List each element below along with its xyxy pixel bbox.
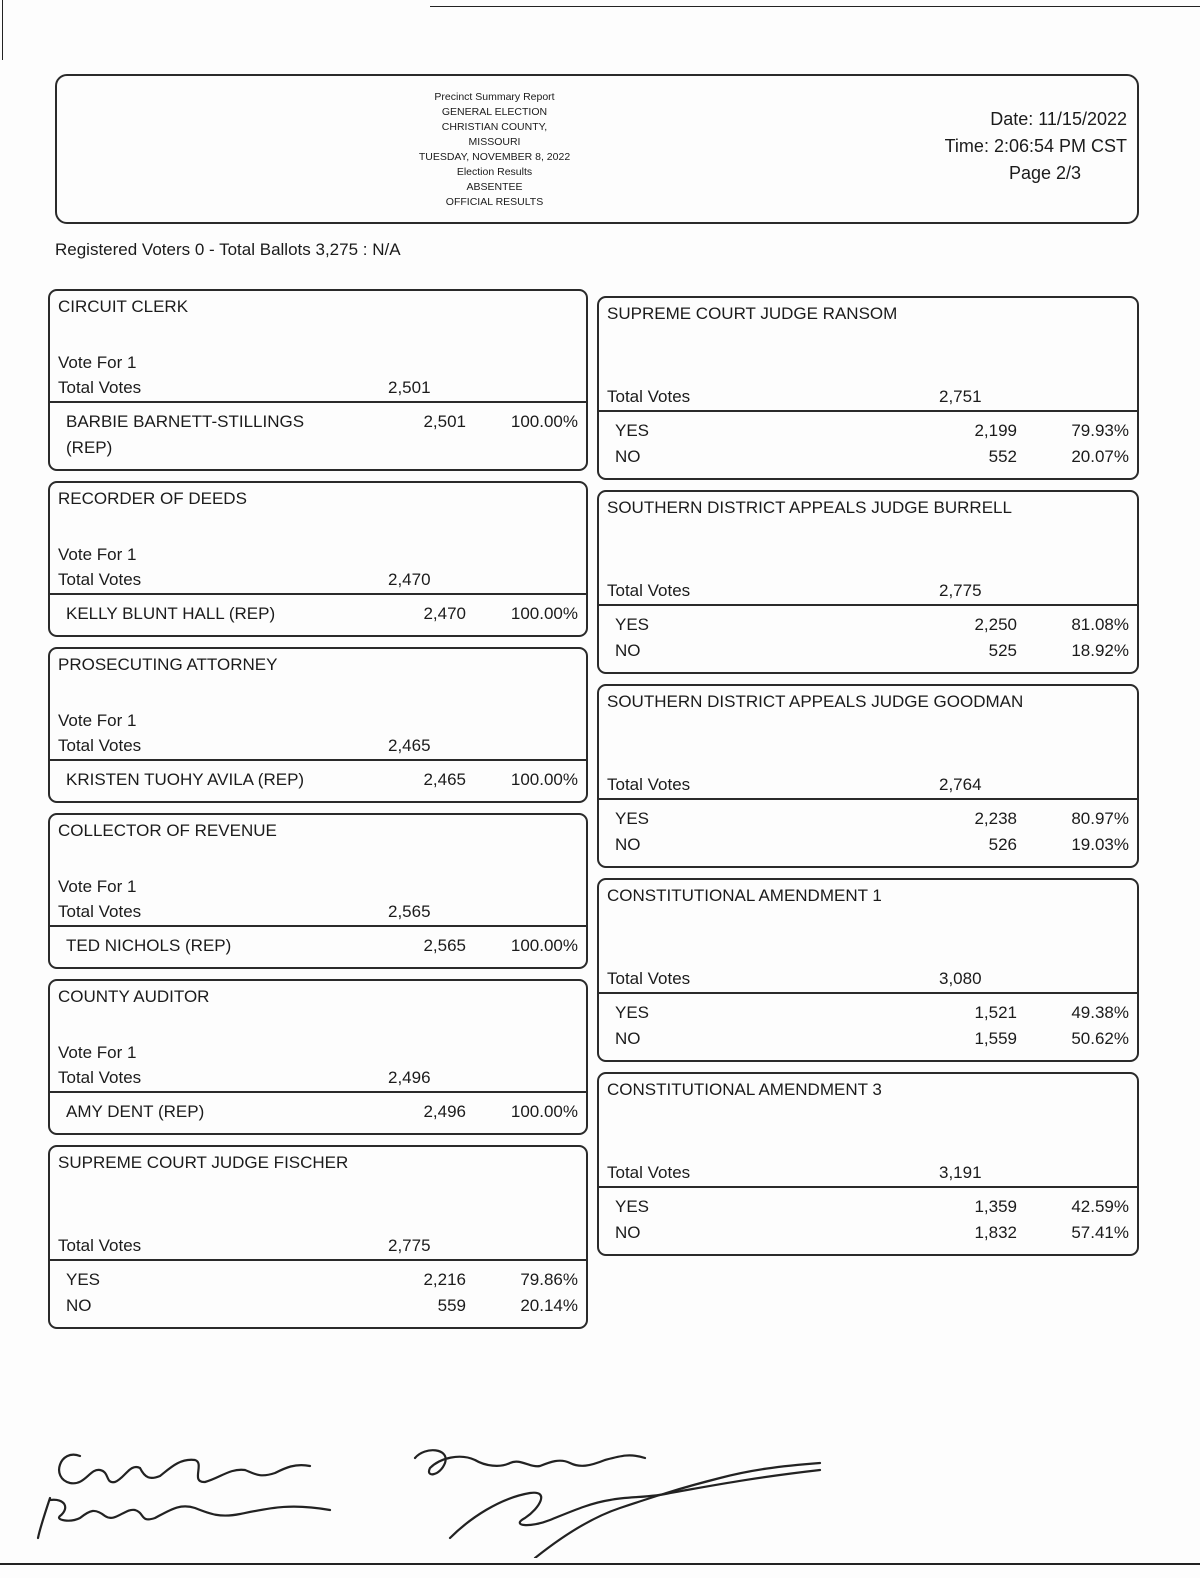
candidate-percent: 100.00% xyxy=(510,936,578,955)
race-title: CONSTITUTIONAL AMENDMENT 3 xyxy=(607,1080,882,1099)
race-title: SUPREME COURT JUDGE FISCHER xyxy=(58,1153,349,1172)
yes-percent: 49.38% xyxy=(1071,1003,1129,1022)
candidate-name: TED NICHOLS (REP) xyxy=(66,936,232,955)
candidate-percent: 100.00% xyxy=(510,412,578,431)
no-votes: 1,832 xyxy=(974,1223,1017,1242)
total-votes-label: Total Votes xyxy=(58,1068,142,1087)
total-votes-value: 2,501 xyxy=(388,378,431,397)
total-votes-row xyxy=(599,1160,1137,1188)
no-row xyxy=(607,1220,1129,1246)
total-votes-label: Total Votes xyxy=(607,387,691,406)
total-votes-value: 2,470 xyxy=(388,570,431,589)
vote-for-label: Vote For 1 xyxy=(58,353,137,372)
yes-label: YES xyxy=(615,421,650,440)
report-line: OFFICIAL RESULTS xyxy=(445,196,544,208)
race-box xyxy=(48,289,588,471)
yes-percent: 79.86% xyxy=(520,1270,578,1289)
yes-percent: 81.08% xyxy=(1071,615,1129,634)
yes-percent: 80.97% xyxy=(1071,809,1129,828)
total-votes-label: Total Votes xyxy=(607,969,691,988)
report-header xyxy=(55,74,1139,224)
no-percent: 19.03% xyxy=(1071,835,1129,854)
race-title: SOUTHERN DISTRICT APPEALS JUDGE BURRELL xyxy=(607,498,1012,517)
report-line: Election Results xyxy=(456,166,533,178)
race-title: CIRCUIT CLERK xyxy=(58,297,189,316)
candidate-row xyxy=(58,933,578,959)
no-percent: 18.92% xyxy=(1071,641,1129,660)
yes-row xyxy=(607,612,1129,638)
no-votes: 552 xyxy=(988,447,1017,466)
race-title: COUNTY AUDITOR xyxy=(58,987,210,1006)
yes-label: YES xyxy=(66,1270,101,1289)
report-date: Date: 11/15/2022 xyxy=(990,109,1127,129)
race-box xyxy=(48,481,588,637)
report-page: Page 2/3 xyxy=(1008,163,1081,183)
no-label: NO xyxy=(615,835,641,854)
candidate-name: BARBIE BARNETT-STILLINGS xyxy=(66,412,305,431)
report-meta xyxy=(945,106,1127,187)
report-time: Time: 2:06:54 PM CST xyxy=(944,136,1127,156)
report-line: CHRISTIAN COUNTY, MISSOURI xyxy=(441,121,548,148)
no-label: NO xyxy=(615,1029,641,1048)
total-votes-value: 2,775 xyxy=(939,581,982,600)
total-votes-label: Total Votes xyxy=(58,1236,142,1255)
candidate-party: (REP) xyxy=(66,438,113,457)
yes-row xyxy=(58,1267,578,1293)
report-line: GENERAL ELECTION xyxy=(441,106,548,118)
no-row xyxy=(58,1293,578,1319)
total-votes-value: 3,080 xyxy=(939,969,982,988)
candidate-party-row xyxy=(58,435,578,461)
total-votes-label: Total Votes xyxy=(58,736,142,755)
no-percent: 20.07% xyxy=(1071,447,1129,466)
total-votes-label: Total Votes xyxy=(58,570,142,589)
total-votes-label: Total Votes xyxy=(58,902,142,921)
total-votes-label: Total Votes xyxy=(607,1163,691,1182)
vote-for-label: Vote For 1 xyxy=(58,1043,137,1062)
report-title-block xyxy=(417,90,572,210)
no-row xyxy=(607,1026,1129,1052)
handwritten-signatures xyxy=(30,1438,850,1558)
total-votes-row xyxy=(599,384,1137,412)
no-percent: 50.62% xyxy=(1071,1029,1129,1048)
report-line: TUESDAY, NOVEMBER 8, 2022 xyxy=(418,151,571,163)
yes-votes: 2,199 xyxy=(974,421,1017,440)
total-votes-value: 2,775 xyxy=(388,1236,431,1255)
proposition-box xyxy=(597,1072,1139,1256)
total-votes-row xyxy=(599,772,1137,800)
yes-votes: 1,359 xyxy=(974,1197,1017,1216)
no-percent: 57.41% xyxy=(1071,1223,1129,1242)
race-title: PROSECUTING ATTORNEY xyxy=(58,655,278,674)
total-votes-row xyxy=(50,899,586,927)
no-percent: 20.14% xyxy=(520,1296,578,1315)
yes-votes: 1,521 xyxy=(974,1003,1017,1022)
yes-votes: 2,250 xyxy=(974,615,1017,634)
total-votes-value: 2,496 xyxy=(388,1068,431,1087)
candidate-percent: 100.00% xyxy=(510,604,578,623)
yes-label: YES xyxy=(615,1197,650,1216)
total-votes-row xyxy=(50,567,586,595)
yes-row xyxy=(607,418,1129,444)
candidate-name: AMY DENT (REP) xyxy=(66,1102,205,1121)
candidate-row xyxy=(58,1099,578,1125)
total-votes-row xyxy=(599,966,1137,994)
no-votes: 559 xyxy=(437,1296,466,1315)
proposition-box xyxy=(597,296,1139,480)
yes-label: YES xyxy=(615,809,650,828)
proposition-box xyxy=(597,878,1139,1062)
race-box xyxy=(48,979,588,1135)
scan-edge-bottom xyxy=(0,1563,1200,1565)
scan-edge-top xyxy=(430,6,1200,7)
total-votes-value: 2,764 xyxy=(939,775,982,794)
candidate-row xyxy=(58,409,578,435)
no-label: NO xyxy=(66,1296,92,1315)
total-votes-row xyxy=(50,375,586,403)
race-title: SOUTHERN DISTRICT APPEALS JUDGE GOODMAN xyxy=(607,692,1024,711)
vote-for-label: Vote For 1 xyxy=(58,877,137,896)
total-votes-value: 2,465 xyxy=(388,736,431,755)
yes-votes: 2,238 xyxy=(974,809,1017,828)
total-votes-row xyxy=(50,1065,586,1093)
yes-label: YES xyxy=(615,1003,650,1022)
vote-for-label: Vote For 1 xyxy=(58,545,137,564)
no-label: NO xyxy=(615,447,641,466)
candidate-row xyxy=(58,601,578,627)
total-votes-label: Total Votes xyxy=(607,775,691,794)
total-votes-row xyxy=(599,578,1137,606)
signature-stroke xyxy=(415,1450,645,1474)
no-row xyxy=(607,638,1129,664)
candidate-row xyxy=(58,767,578,793)
race-title: SUPREME COURT JUDGE RANSOM xyxy=(607,304,898,323)
left-column xyxy=(48,289,588,1339)
candidate-votes: 2,565 xyxy=(423,936,466,955)
total-votes-value: 3,191 xyxy=(939,1163,982,1182)
total-votes-label: Total Votes xyxy=(607,581,691,600)
signature-stroke xyxy=(59,1455,310,1484)
total-votes-value: 2,565 xyxy=(388,902,431,921)
yes-percent: 42.59% xyxy=(1071,1197,1129,1216)
yes-row xyxy=(607,806,1129,832)
race-box xyxy=(48,647,588,803)
no-row xyxy=(607,444,1129,470)
yes-votes: 2,216 xyxy=(423,1270,466,1289)
proposition-box xyxy=(597,490,1139,674)
candidate-percent: 100.00% xyxy=(510,1102,578,1121)
total-votes-value: 2,751 xyxy=(939,387,982,406)
candidate-name: KELLY BLUNT HALL (REP) xyxy=(66,604,276,623)
race-title: CONSTITUTIONAL AMENDMENT 1 xyxy=(607,886,882,905)
candidate-name: KRISTEN TUOHY AVILA (REP) xyxy=(66,770,305,789)
proposition-box xyxy=(597,684,1139,868)
no-votes: 526 xyxy=(988,835,1017,854)
race-title: COLLECTOR OF REVENUE xyxy=(58,821,277,840)
no-row xyxy=(607,832,1129,858)
candidate-percent: 100.00% xyxy=(510,770,578,789)
registration-summary: Registered Voters 0 - Total Ballots 3,275 : N/A xyxy=(55,240,401,259)
no-votes: 1,559 xyxy=(974,1029,1017,1048)
signature-stroke xyxy=(535,1463,820,1558)
vote-for-label: Vote For 1 xyxy=(58,711,137,730)
yes-row xyxy=(607,1000,1129,1026)
yes-percent: 79.93% xyxy=(1071,421,1129,440)
race-box xyxy=(48,813,588,969)
yes-label: YES xyxy=(615,615,650,634)
candidate-votes: 2,501 xyxy=(423,412,466,431)
no-label: NO xyxy=(615,1223,641,1242)
race-title: RECORDER OF DEEDS xyxy=(58,489,247,508)
total-votes-row xyxy=(50,733,586,761)
report-line: Precinct Summary Report xyxy=(434,91,555,103)
right-column xyxy=(597,296,1139,1266)
total-votes-row xyxy=(50,1233,586,1261)
total-votes-label: Total Votes xyxy=(58,378,142,397)
proposition-box xyxy=(48,1145,588,1329)
no-label: NO xyxy=(615,641,641,660)
candidate-votes: 2,470 xyxy=(423,604,466,623)
scan-edge-left xyxy=(2,0,3,60)
signature-stroke xyxy=(38,1498,330,1538)
yes-row xyxy=(607,1194,1129,1220)
no-votes: 525 xyxy=(988,641,1017,660)
candidate-votes: 2,496 xyxy=(423,1102,466,1121)
report-line: ABSENTEE xyxy=(466,181,523,193)
candidate-votes: 2,465 xyxy=(423,770,466,789)
